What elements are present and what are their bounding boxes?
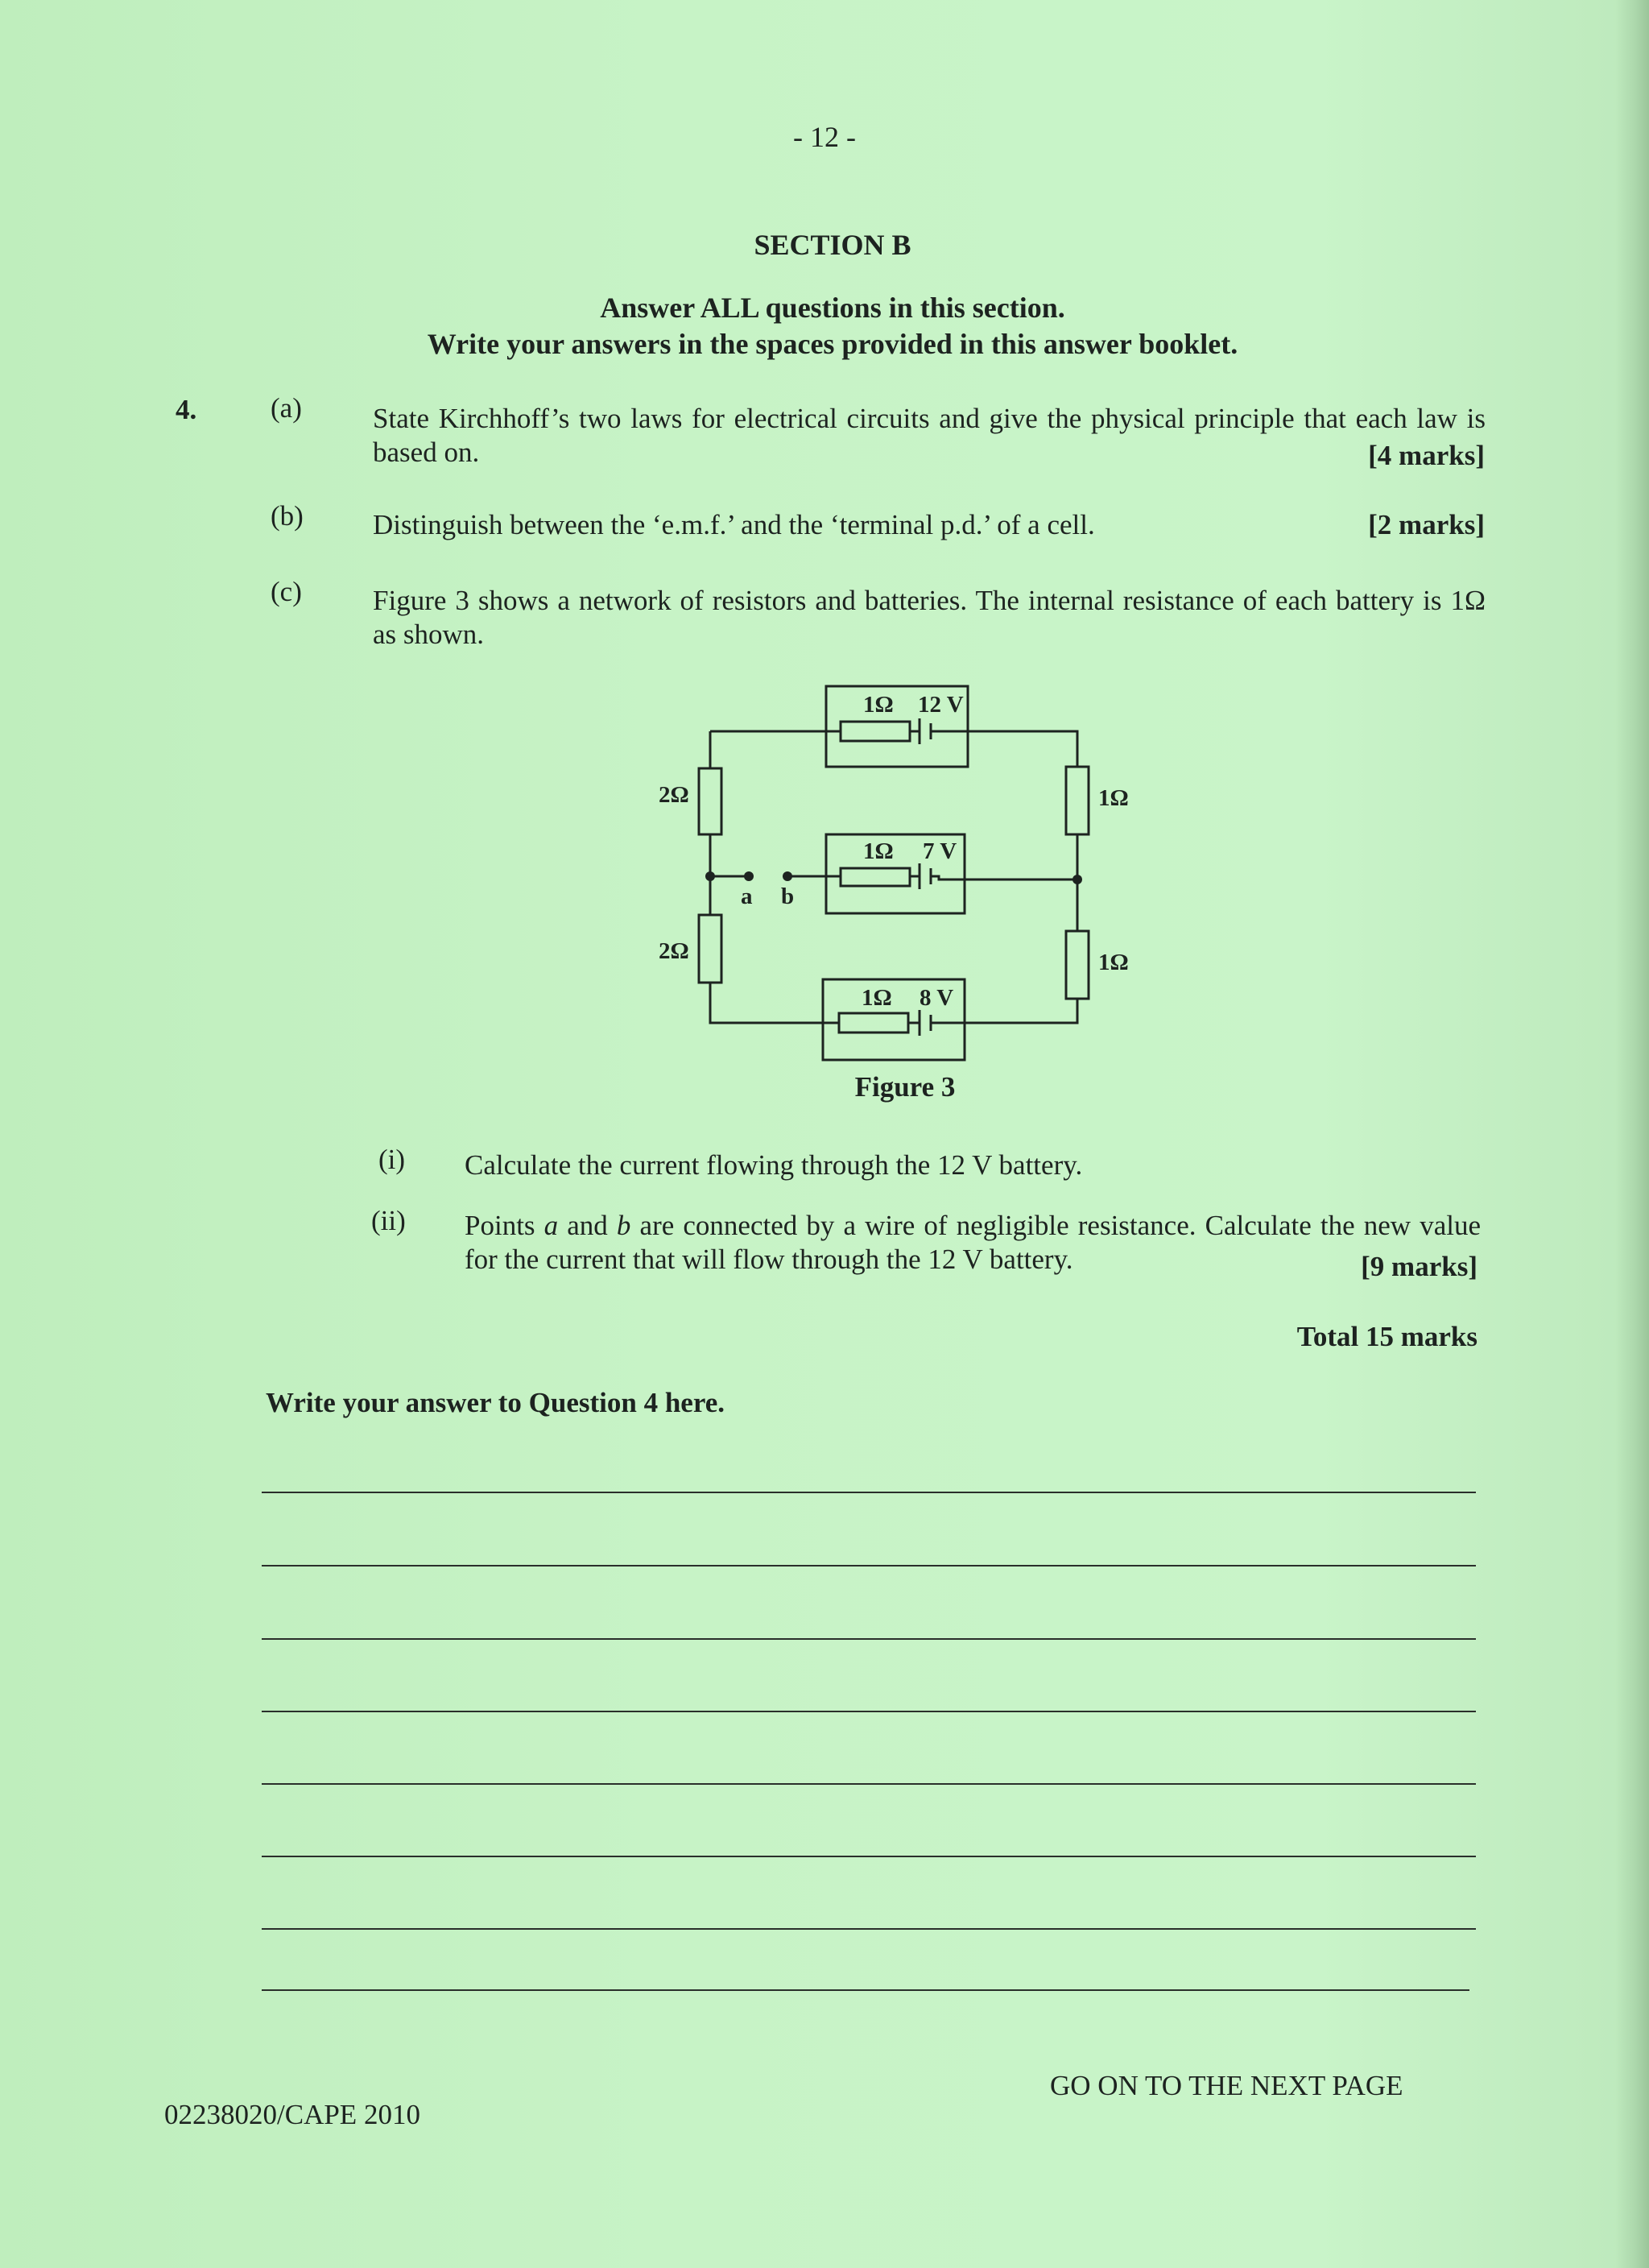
label-top-emf: 12 V [918, 692, 964, 718]
total-marks: Total 15 marks [1296, 1321, 1477, 1352]
label-middle-emf: 7 V [923, 838, 957, 864]
part-a-text: State Kirchhoff’s two laws for electrical circuits and give the physical principle that each law is based on. [373, 403, 1486, 468]
terminal-b [783, 871, 792, 881]
internal-resistor-bottom [839, 1013, 908, 1033]
subpart-ii-point-b: b [616, 1210, 631, 1241]
label-right-lower-resistor: 1Ω [1098, 950, 1129, 975]
answer-line[interactable] [262, 1928, 1476, 1930]
label-bottom-emf: 8 V [920, 985, 954, 1011]
part-b-label: (b) [271, 500, 304, 532]
question-number: 4. [176, 394, 197, 425]
part-a-label: (a) [271, 392, 302, 424]
internal-resistor-middle [841, 868, 910, 886]
subpart-ii-label: (ii) [371, 1205, 406, 1236]
resistor-left-upper [699, 768, 721, 834]
section-title: SECTION B [754, 229, 911, 261]
subpart-ii-text-middle: and [558, 1210, 617, 1241]
subpart-ii-point-a: a [543, 1210, 559, 1241]
label-left-upper-resistor: 2Ω [659, 782, 689, 808]
answer-line[interactable] [262, 1638, 1476, 1640]
answer-line[interactable] [262, 1565, 1476, 1566]
internal-resistor-top [841, 722, 910, 741]
subpart-ii-text-start: Points [465, 1210, 544, 1241]
part-a-marks: [4 marks] [1368, 440, 1485, 471]
resistor-left-lower [699, 915, 721, 983]
answer-line[interactable] [262, 1783, 1476, 1785]
wire-top-right [963, 731, 1077, 767]
circuit-diagram-figure-3 [636, 677, 1129, 1063]
page-number: - 12 - [793, 121, 856, 153]
page-edge-shadow [1615, 0, 1649, 2268]
answer-line[interactable] [262, 1711, 1476, 1712]
answer-prompt: Write your answer to Question 4 here. [266, 1387, 725, 1418]
answer-line[interactable] [262, 1989, 1469, 1991]
part-b-marks: [2 marks] [1368, 509, 1485, 540]
subpart-ii-text [465, 1209, 1481, 1277]
figure-caption: Figure 3 [854, 1071, 956, 1103]
junction-right [1072, 875, 1082, 884]
label-bottom-internal-resistance: 1Ω [862, 985, 892, 1011]
label-left-lower-resistor: 2Ω [659, 938, 689, 964]
subpart-ii-text-end: are connected by a wire of negligible resistance. Calculate the new value for the current that will flow through the 12 V battery. [465, 1210, 1481, 1275]
subpart-i-label: (i) [378, 1144, 406, 1175]
instruction-line-1: Answer ALL questions in this section. [600, 292, 1065, 324]
part-c-text: Figure 3 shows a network of resistors and batteries. The internal resistance of each battery is 1Ω as shown. [373, 585, 1486, 650]
part-b-text: Distinguish between the ‘e.m.f.’ and the ‘terminal p.d.’ of a cell. [373, 509, 1095, 540]
junction-left [705, 871, 715, 881]
label-top-internal-resistance: 1Ω [863, 692, 894, 718]
wire-right-bottom [963, 999, 1077, 1023]
answer-line[interactable] [262, 1856, 1476, 1857]
label-middle-internal-resistance: 1Ω [863, 838, 894, 864]
footer-paper-code: 02238020/CAPE 2010 [164, 2099, 420, 2130]
resistor-right-lower [1066, 931, 1089, 999]
label-point-b: b [781, 884, 795, 909]
label-right-upper-resistor: 1Ω [1098, 785, 1129, 811]
resistor-right-upper [1066, 767, 1089, 834]
label-point-a: a [741, 884, 753, 909]
instruction-line-2: Write your answers in the spaces provided in this answer booklet. [427, 328, 1238, 360]
part-c-label: (c) [271, 576, 302, 607]
footer-next-page: GO ON TO THE NEXT PAGE [1050, 2070, 1403, 2101]
terminal-a [744, 871, 754, 881]
subpart-ii-marks: [9 marks] [1361, 1251, 1477, 1282]
answer-line[interactable] [262, 1492, 1476, 1493]
wire-left-bottom [710, 983, 821, 1023]
subpart-i-text: Calculate the current flowing through the 12 V battery. [465, 1149, 1083, 1181]
